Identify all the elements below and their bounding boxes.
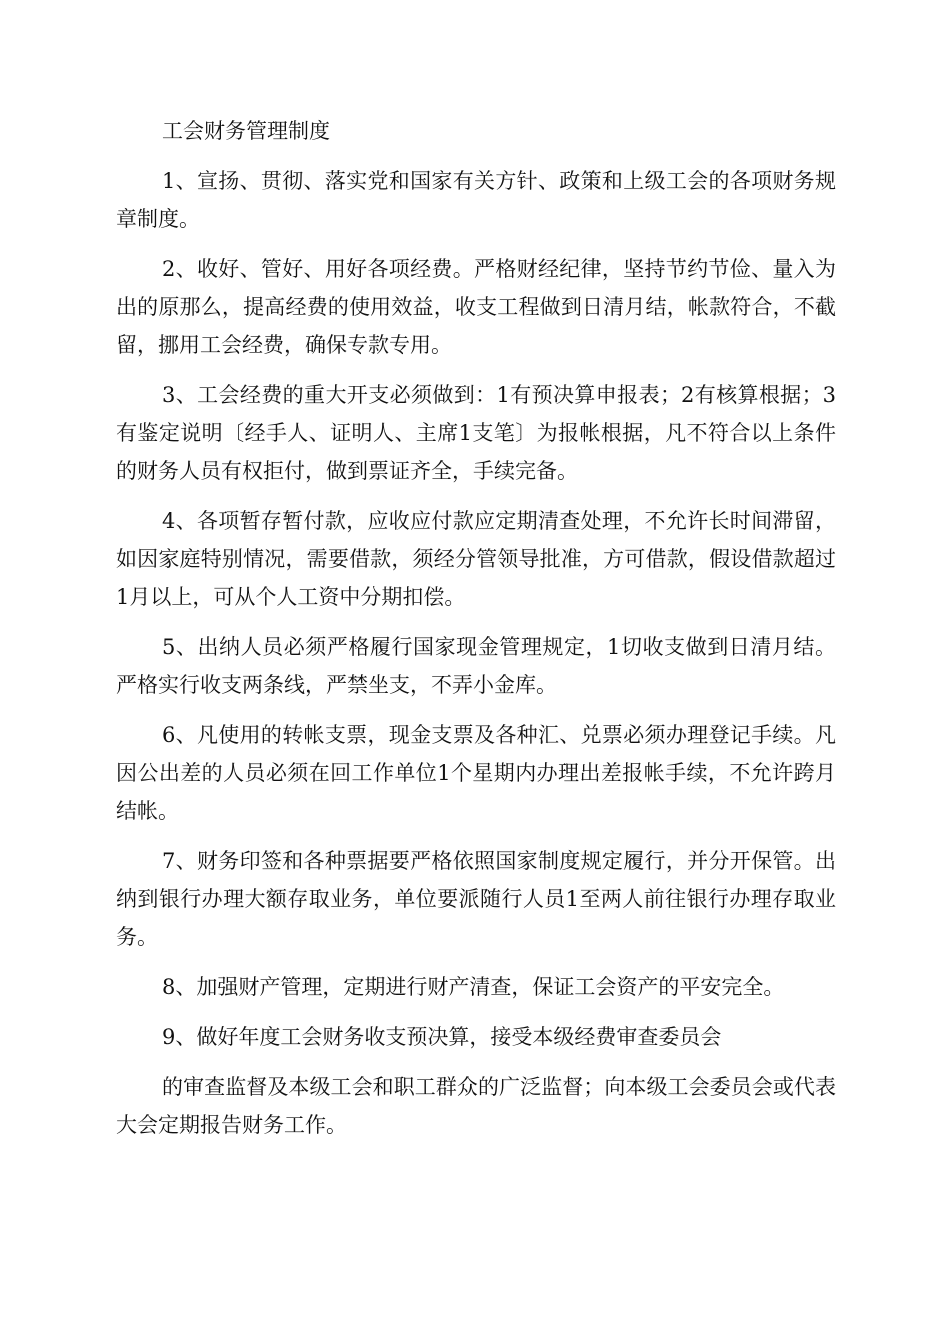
paragraph-7: 7、财务印签和各种票据要严格依照国家制度规定履行，并分开保管。出纳到银行办理大额存取业务，单位要派随行人员1至两人前往银行办理存取业务。 bbox=[116, 849, 836, 949]
paragraph-9: 9、做好年度工会财务收支预决算，接受本级经费审查委员会 bbox=[162, 1025, 722, 1049]
paragraph-1: 1、宣扬、贯彻、落实党和国家有关方针、政策和上级工会的各项财务规章制度。 bbox=[116, 169, 836, 231]
paragraph-2: 2、收好、管好、用好各项经费。严格财经纪律，坚持节约节俭、量入为出的原那么，提高经费的使用效益，收支工程做到日清月结，帐款符合，不截留，挪用工会经费，确保专款专用。 bbox=[116, 257, 836, 357]
paragraph-6: 6、凡使用的转帐支票，现金支票及各种汇、兑票必须办理登记手续。凡因公出差的人员必须在回工作单位1个星期内办理出差报帐手续，不允许跨月结帐。 bbox=[116, 723, 836, 823]
paragraph-5: 5、出纳人员必须严格履行国家现金管理规定，1切收支做到日清月结。严格实行收支两条线，严禁坐支，不弄小金库。 bbox=[116, 635, 836, 697]
document-body bbox=[116, 112, 836, 1156]
document-title: 工会财务管理制度 bbox=[162, 119, 330, 143]
paragraph-10: 的审查监督及本级工会和职工群众的广泛监督；向本级工会委员会或代表大会定期报告财务工作。 bbox=[116, 1075, 836, 1137]
paragraph-8: 8、加强财产管理，定期进行财产清查，保证工会资产的平安完全。 bbox=[162, 975, 785, 999]
paragraph-3: 3、工会经费的重大开支必须做到：1有预决算申报表；2有核算根据；3有鉴定说明〔经手人、证明人、主席1支笔〕为报帐根据，凡不符合以上条件的财务人员有权拒付，做到票证齐全，手续完备。 bbox=[116, 383, 836, 483]
paragraph-4: 4、各项暂存暂付款，应收应付款应定期清查处理，不允许长时间滞留，如因家庭特别情况，需要借款，须经分管领导批准，方可借款，假设借款超过1月以上，可从个人工资中分期扣偿。 bbox=[116, 509, 836, 609]
